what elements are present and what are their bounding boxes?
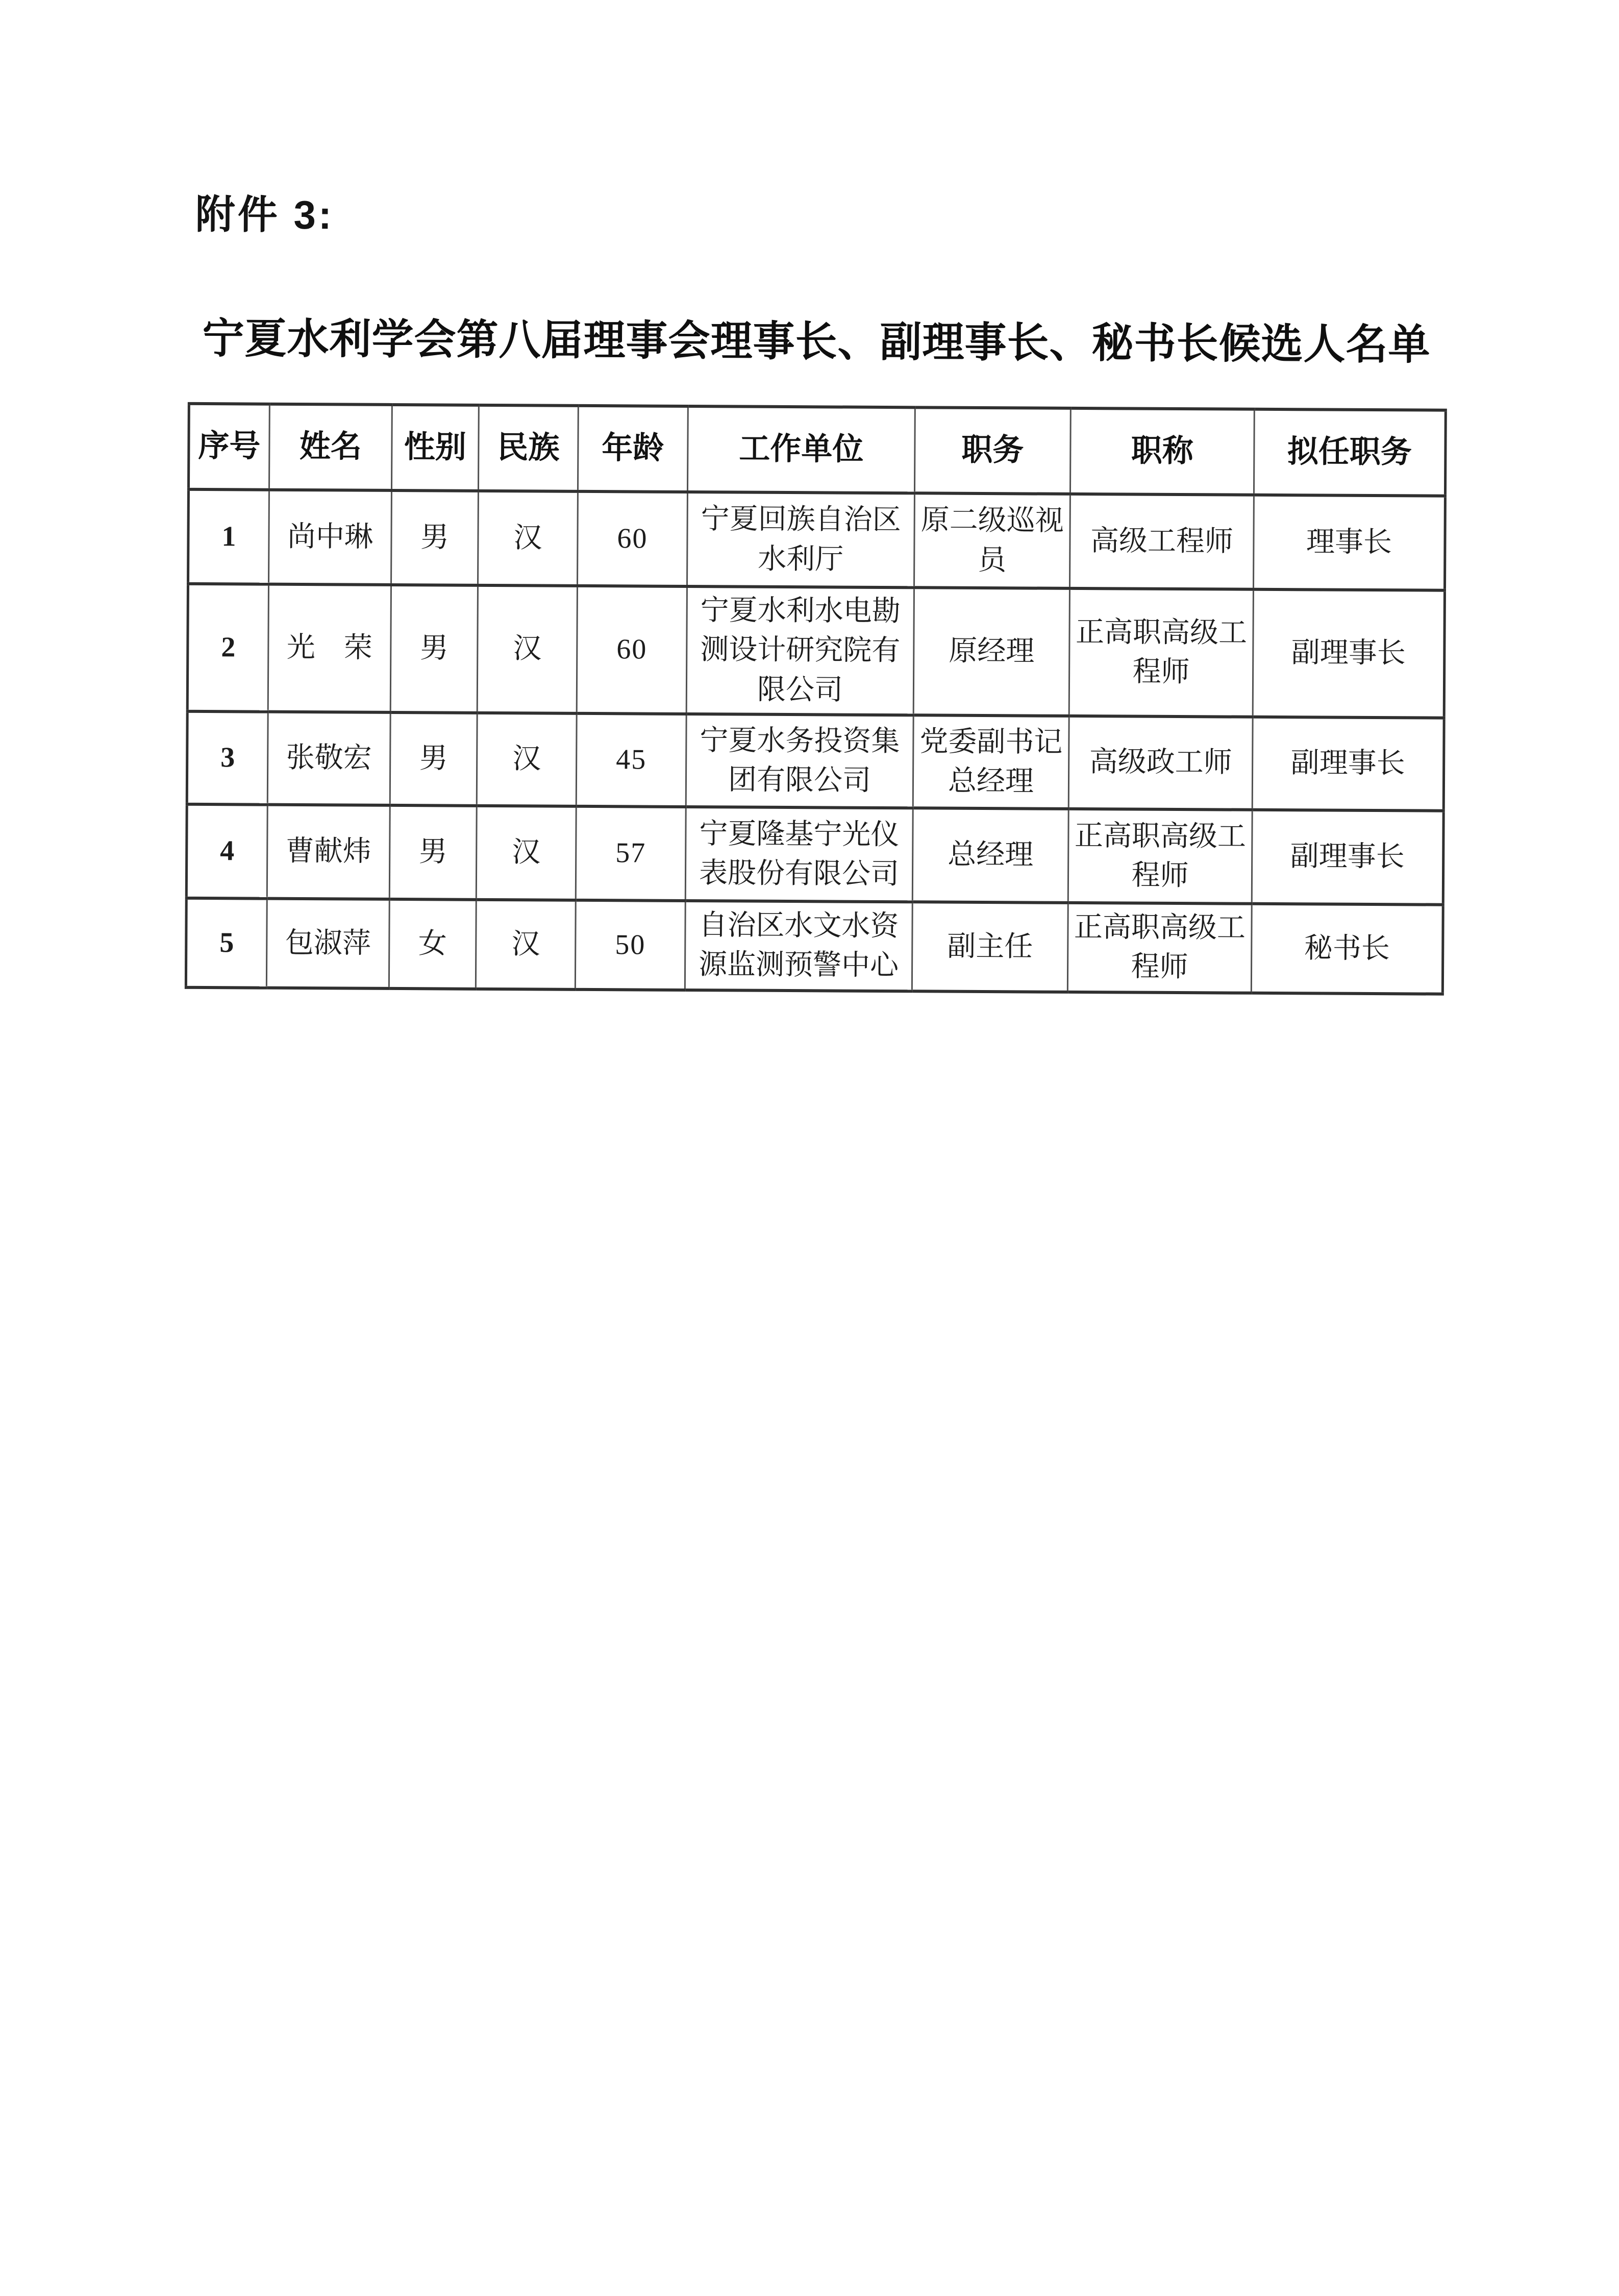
table-cell: 秘书长 <box>1251 904 1443 994</box>
table-cell: 45 <box>576 713 686 807</box>
table-cell: 高级政工师 <box>1068 716 1253 810</box>
table-cell: 宁夏水利水电勘测设计研究院有限公司 <box>686 586 914 715</box>
table-cell: 曹献炜 <box>267 804 390 899</box>
header-professional-title: 职称 <box>1070 408 1254 495</box>
table-cell: 理事长 <box>1253 495 1445 590</box>
table-cell: 正高职高级工程师 <box>1069 588 1253 717</box>
table-cell: 男 <box>389 805 477 900</box>
table-cell: 汉 <box>476 806 576 900</box>
table-cell: 50 <box>575 900 685 990</box>
table-cell: 5 <box>186 898 267 988</box>
table-cell: 包淑萍 <box>266 898 389 988</box>
header-seq: 序号 <box>188 404 269 490</box>
table-cell: 副理事长 <box>1252 810 1443 905</box>
table-cell: 副主任 <box>912 902 1068 992</box>
table-cell: 男 <box>390 712 477 806</box>
table-cell: 汉 <box>477 713 577 806</box>
table-cell: 2 <box>187 584 268 712</box>
header-proposed-position: 拟任职务 <box>1254 409 1446 496</box>
candidates-table <box>185 402 1447 996</box>
table-cell: 党委副书记总经理 <box>913 715 1069 809</box>
table-row <box>186 898 1443 994</box>
table-cell: 男 <box>391 490 479 585</box>
header-ethnicity: 民族 <box>478 405 578 491</box>
table-row <box>186 804 1443 905</box>
table-cell: 原二级巡视员 <box>914 493 1070 588</box>
table-header-row <box>188 404 1446 496</box>
table-cell: 总经理 <box>912 808 1068 903</box>
table-row <box>187 711 1444 811</box>
table-cell: 副理事长 <box>1253 589 1444 718</box>
table-cell: 4 <box>186 804 267 899</box>
table-row <box>187 584 1444 718</box>
table-cell: 宁夏隆基宁光仪表股份有限公司 <box>685 807 913 902</box>
table-cell: 汉 <box>477 585 577 713</box>
table-cell: 宁夏水务投资集团有限公司 <box>686 714 913 808</box>
attachment-label: 附件 3: <box>195 191 335 238</box>
table-cell: 男 <box>390 585 478 713</box>
table-cell: 正高职高级工程师 <box>1068 809 1252 904</box>
table-cell: 60 <box>577 586 687 714</box>
table-cell: 1 <box>188 489 269 584</box>
table-cell: 张敬宏 <box>267 711 390 805</box>
table-cell: 汉 <box>478 491 578 586</box>
table-row <box>188 489 1446 590</box>
table-cell: 高级工程师 <box>1069 494 1254 589</box>
table-cell: 正高职高级工程师 <box>1067 903 1252 993</box>
table-cell: 原经理 <box>913 587 1069 715</box>
header-gender: 性别 <box>391 405 479 491</box>
table-cell: 3 <box>187 711 268 805</box>
document-title: 宁夏水利学会第八届理事会理事长、副理事长、秘书长候选人名单 <box>202 315 1431 368</box>
table-cell: 光 荣 <box>268 584 391 712</box>
header-work-unit: 工作单位 <box>687 406 915 493</box>
header-position: 职务 <box>914 407 1070 494</box>
table-cell: 自治区水文水资源监测预警中心 <box>685 901 912 991</box>
table-cell: 副理事长 <box>1252 717 1444 811</box>
table-cell: 60 <box>578 491 688 586</box>
header-name: 姓名 <box>269 404 392 490</box>
table-cell: 女 <box>389 899 476 989</box>
table-cell: 57 <box>576 806 686 901</box>
table-cell: 汉 <box>476 900 576 990</box>
table-cell: 宁夏回族自治区水利厅 <box>687 492 914 587</box>
header-age: 年龄 <box>578 406 688 492</box>
table-cell: 尚中琳 <box>269 490 392 585</box>
